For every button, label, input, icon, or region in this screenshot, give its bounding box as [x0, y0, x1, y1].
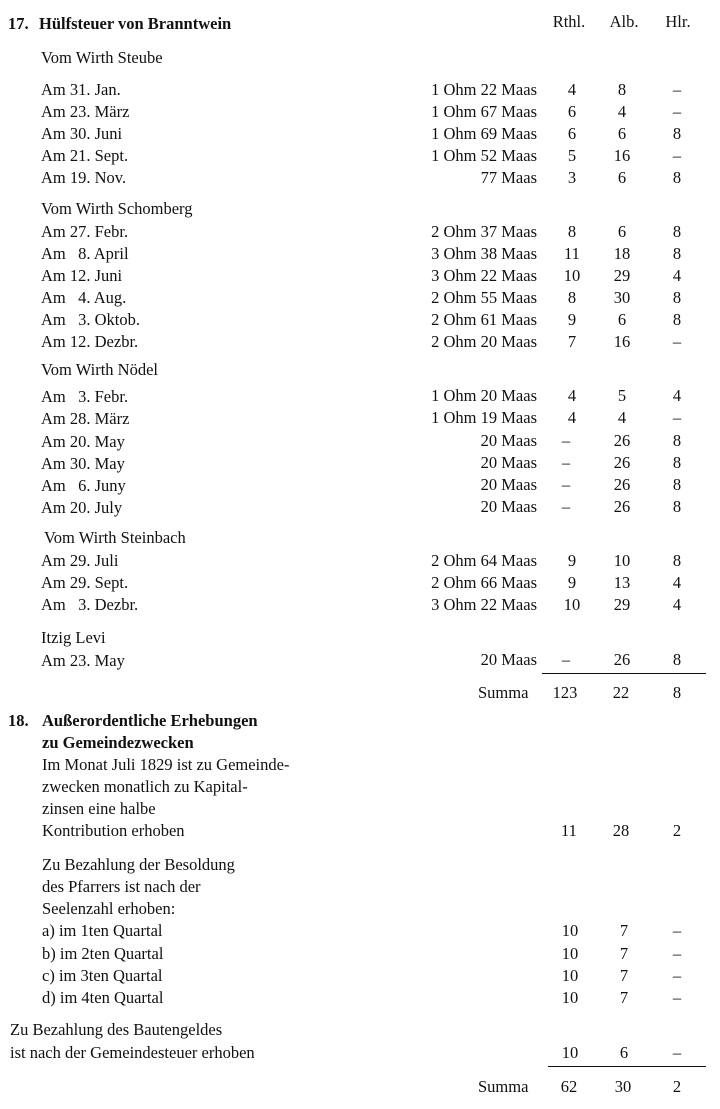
section-17-title: Hülfsteuer von Branntwein	[39, 14, 232, 33]
quarter-label: d) im 4ten Quartal	[42, 988, 164, 1007]
entry-alb: 30	[613, 288, 631, 307]
entry-alb: 4	[617, 408, 627, 427]
entry-rthl: 3	[567, 168, 577, 187]
entry-hlr: 8	[672, 244, 682, 263]
entry-alb: 18	[613, 244, 631, 263]
entry-date: Am 20. July	[41, 498, 123, 517]
paragraph-line: ist nach der Gemeindesteuer erhoben	[10, 1043, 255, 1062]
entry-alb: 10	[613, 551, 631, 570]
summa-label: Summa	[478, 683, 529, 702]
entry-hlr: –	[672, 80, 682, 99]
quarter-label: b) im 2ten Quartal	[42, 944, 164, 963]
entry-alb: 6	[619, 1043, 629, 1062]
paragraph-line: Zu Bezahlung der Besoldung	[42, 855, 235, 874]
entry-hlr: 8	[672, 288, 682, 307]
entry-hlr: –	[672, 1043, 682, 1062]
entry-quantity: 2 Ohm 61 Maas	[431, 310, 537, 329]
entry-date: Am 3. Febr.	[41, 387, 129, 406]
summa-rthl: 62	[560, 1077, 578, 1096]
entry-quantity: 3 Ohm 22 Maas	[431, 266, 537, 285]
entry-date: Am 29. Sept.	[41, 573, 129, 592]
entry-date: Am 3. Oktob.	[41, 310, 140, 329]
entry-hlr: 4	[672, 266, 682, 285]
entry-hlr: –	[672, 921, 682, 940]
entry-date: Am 23. März	[41, 102, 130, 121]
entry-rthl: 4	[567, 80, 577, 99]
entry-date: Am 29. Juli	[41, 551, 119, 570]
entry-date: Am 12. Dezbr.	[41, 332, 139, 351]
entry-hlr: –	[672, 146, 682, 165]
entry-hlr: –	[672, 966, 682, 985]
entry-date: Am 23. May	[41, 651, 125, 670]
entry-rthl: 8	[567, 288, 577, 307]
entry-date: Am 12. Juni	[41, 266, 123, 285]
entry-rthl: 5	[567, 146, 577, 165]
entry-quantity: 3 Ohm 38 Maas	[431, 244, 537, 263]
entry-rthl: 10	[561, 966, 579, 985]
entry-rthl: 4	[567, 386, 577, 405]
entry-hlr: 8	[672, 310, 682, 329]
entry-alb: 26	[613, 475, 631, 494]
entry-alb: 29	[613, 266, 631, 285]
entry-hlr: 8	[672, 168, 682, 187]
entry-quantity: 1 Ohm 20 Maas	[431, 386, 537, 405]
paragraph-line: Seelenzahl erhoben:	[42, 899, 176, 918]
entry-alb: 28	[612, 821, 630, 840]
entry-hlr: –	[672, 102, 682, 121]
entry-quantity: 2 Ohm 55 Maas	[431, 288, 537, 307]
entry-rthl: –	[561, 475, 571, 494]
entry-hlr: 8	[672, 497, 682, 516]
entry-rthl: 4	[567, 408, 577, 427]
paragraph-line: Kontribution erhoben	[42, 821, 185, 840]
group-label: Vom Wirth Schomberg	[41, 199, 193, 218]
entry-hlr: 8	[672, 475, 682, 494]
entry-rthl: –	[561, 431, 571, 450]
entry-date: Am 31. Jan.	[41, 80, 121, 99]
entry-quantity: 20 Maas	[480, 650, 537, 669]
entry-quantity: 2 Ohm 37 Maas	[431, 222, 537, 241]
entry-rthl: 8	[567, 222, 577, 241]
column-header-rthl: Rthl.	[552, 12, 586, 31]
sum-rule	[548, 1066, 706, 1067]
entry-hlr: 8	[672, 222, 682, 241]
entry-quantity: 2 Ohm 66 Maas	[431, 573, 537, 592]
entry-rthl: –	[561, 453, 571, 472]
entry-alb: 6	[617, 222, 627, 241]
entry-hlr: –	[672, 944, 682, 963]
section-18-number: 18.	[8, 711, 29, 730]
entry-quantity: 1 Ohm 69 Maas	[431, 124, 537, 143]
entry-alb: 7	[619, 988, 629, 1007]
entry-rthl: 9	[567, 310, 577, 329]
column-header-alb: Alb.	[609, 12, 639, 31]
entry-rthl: –	[561, 497, 571, 516]
entry-hlr: –	[672, 988, 682, 1007]
entry-hlr: 4	[672, 386, 682, 405]
entry-alb: 7	[619, 921, 629, 940]
entry-date: Am 21. Sept.	[41, 146, 129, 165]
entry-alb: 6	[617, 310, 627, 329]
entry-alb: 16	[613, 332, 631, 351]
section-17-number: 17.	[8, 14, 29, 33]
summa-hlr: 8	[672, 683, 682, 702]
entry-quantity: 3 Ohm 22 Maas	[431, 595, 537, 614]
paragraph-line: Zu Bezahlung des Bautengeldes	[10, 1020, 223, 1039]
entry-hlr: 2	[672, 821, 682, 840]
entry-quantity: 1 Ohm 22 Maas	[431, 80, 537, 99]
entry-quantity: 20 Maas	[480, 497, 537, 516]
entry-hlr: 8	[672, 124, 682, 143]
entry-alb: 5	[617, 386, 627, 405]
column-header-hlr: Hlr.	[665, 12, 691, 31]
entry-hlr: 4	[672, 573, 682, 592]
entry-rthl: –	[561, 650, 571, 669]
entry-hlr: 8	[672, 650, 682, 669]
entry-rthl: 10	[561, 988, 579, 1007]
group-label: Vom Wirth Nödel	[41, 360, 158, 379]
entry-hlr: 4	[672, 595, 682, 614]
section-18-title-line: zu Gemeindezwecken	[42, 733, 194, 752]
entry-date: Am 8. April	[41, 244, 129, 263]
entry-hlr: 8	[672, 431, 682, 450]
entry-alb: 16	[613, 146, 631, 165]
entry-date: Am 20. May	[41, 432, 125, 451]
entry-alb: 13	[613, 573, 631, 592]
entry-alb: 7	[619, 944, 629, 963]
entry-rthl: 11	[564, 244, 580, 263]
paragraph-line: zinsen eine halbe	[42, 799, 156, 818]
summa-hlr: 2	[672, 1077, 682, 1096]
entry-date: Am 19. Nov.	[41, 168, 127, 187]
entry-alb: 26	[613, 650, 631, 669]
entry-date: Am 27. Febr.	[41, 222, 129, 241]
entry-alb: 7	[619, 966, 629, 985]
entry-rthl: 6	[567, 124, 577, 143]
entry-quantity: 77 Maas	[480, 168, 537, 187]
entry-alb: 29	[613, 595, 631, 614]
entry-quantity: 20 Maas	[480, 453, 537, 472]
summa-label: Summa	[478, 1077, 529, 1096]
entry-alb: 6	[617, 168, 627, 187]
entry-quantity: 20 Maas	[480, 475, 537, 494]
entry-quantity: 2 Ohm 64 Maas	[431, 551, 537, 570]
section-18-title-line: Außerordentliche Erhebungen	[42, 711, 258, 730]
group-label: Itzig Levi	[41, 628, 106, 647]
paragraph-line: Im Monat Juli 1829 ist zu Gemeinde-	[42, 755, 290, 774]
entry-rthl: 10	[563, 266, 581, 285]
entry-date: Am 3. Dezbr.	[41, 595, 139, 614]
entry-alb: 26	[613, 497, 631, 516]
entry-hlr: –	[672, 332, 682, 351]
summa-alb: 30	[614, 1077, 632, 1096]
entry-alb: 6	[617, 124, 627, 143]
entry-alb: 26	[613, 453, 631, 472]
quarter-label: c) im 3ten Quartal	[42, 966, 163, 985]
entry-alb: 4	[617, 102, 627, 121]
paragraph-line: des Pfarrers ist nach der	[42, 877, 201, 896]
entry-quantity: 2 Ohm 20 Maas	[431, 332, 537, 351]
entry-date: Am 30. May	[41, 454, 125, 473]
entry-hlr: 8	[672, 453, 682, 472]
entry-rthl: 10	[561, 944, 579, 963]
summa-alb: 22	[612, 683, 630, 702]
entry-date: Am 28. März	[41, 409, 130, 428]
group-label: Vom Wirth Steube	[41, 48, 163, 67]
entry-rthl: 10	[563, 595, 581, 614]
entry-rthl: 6	[567, 102, 577, 121]
summa-rthl: 123	[552, 683, 578, 702]
entry-quantity: 1 Ohm 19 Maas	[431, 408, 537, 427]
entry-alb: 8	[617, 80, 627, 99]
entry-rthl: 7	[567, 332, 577, 351]
entry-date: Am 30. Juni	[41, 124, 123, 143]
entry-hlr: 8	[672, 551, 682, 570]
paragraph-line: zwecken monatlich zu Kapital-	[42, 777, 248, 796]
entry-rthl: 10	[561, 1043, 579, 1062]
entry-quantity: 1 Ohm 67 Maas	[431, 102, 537, 121]
entry-quantity: 1 Ohm 52 Maas	[431, 146, 537, 165]
entry-rthl: 9	[567, 551, 577, 570]
entry-rthl: 9	[567, 573, 577, 592]
sum-rule	[542, 673, 706, 674]
entry-hlr: –	[672, 408, 682, 427]
entry-rthl: 11	[561, 821, 577, 840]
quarter-label: a) im 1ten Quartal	[42, 921, 163, 940]
group-label: Vom Wirth Steinbach	[44, 528, 186, 547]
entry-rthl: 10	[561, 921, 579, 940]
entry-date: Am 6. Juny	[41, 476, 126, 495]
entry-alb: 26	[613, 431, 631, 450]
entry-quantity: 20 Maas	[480, 431, 537, 450]
entry-date: Am 4. Aug.	[41, 288, 127, 307]
